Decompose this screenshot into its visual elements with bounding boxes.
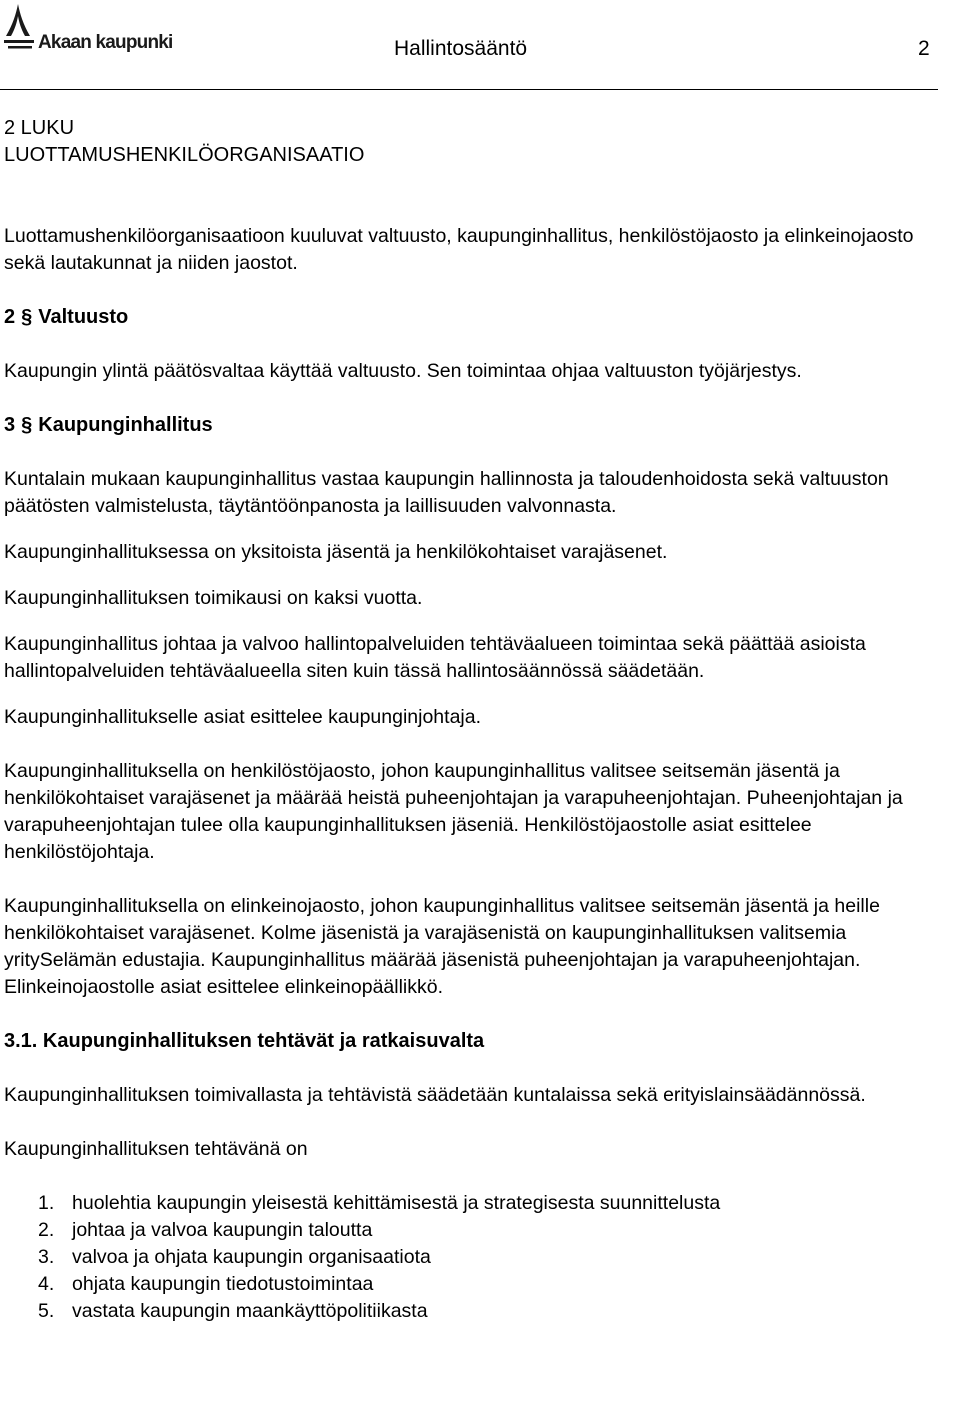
document-title: Hallintosääntö [394, 37, 528, 60]
chapter-number: 2 LUKU [4, 117, 75, 139]
list-item [4, 1190, 954, 1217]
list-item-text: huolehtia kaupungin yleisestä kehittämisestä ja strategisesta suunnittelusta [72, 1192, 721, 1214]
list-item-text: valvoa ja ohjata kaupungin organisaatiota [72, 1246, 431, 1268]
list-item-number: 3. [38, 1246, 55, 1268]
list-item [4, 1244, 954, 1271]
subsection-number: 3.1. [4, 1030, 38, 1052]
list-item-text: vastata kaupungin maankäyttöpolitiikasta [72, 1300, 428, 1322]
paragraph: Kuntalain mukaan kaupunginhallitus vastaa kaupungin hallinnosta ja taloudenhoidosta sekä valtuuston päätösten valmistelusta, täytäntöönpanosta ja laillisuuden valvonnasta. [4, 468, 889, 517]
section-title: Valtuusto [38, 306, 129, 328]
paragraph: Kaupunginhallituksella on henkilöstöjaosto, johon kaupunginhallitus valitsee seitsemän jäsentä ja henkilökohtaiset varajäsenet ja määrää heistä puheenjohtajan ja varapuheenjohtajan. Puheenjohtajan ja varapuheenjohtajan tulee olla kaupunginhallituksen jäseniä. Henkilöstöjaostolle asiat esittelee henkilöstöjohtaja. [4, 760, 903, 863]
subsection-heading [4, 1028, 954, 1055]
list-item-number: 4. [38, 1273, 55, 1295]
list-item-number: 5. [38, 1300, 55, 1322]
section-heading-valtuusto [4, 304, 954, 331]
list-item [4, 1298, 954, 1325]
section-symbol: § [21, 414, 33, 436]
list-item-text: ohjata kaupungin tiedotustoimintaa [72, 1273, 374, 1295]
subsection-text: Kaupunginhallituksen toimivallasta ja tehtävistä säädetään kuntalaissa sekä erityislainsäädännössä. [4, 1084, 866, 1106]
city-logo [4, 2, 184, 54]
header-divider [0, 89, 938, 90]
list-item-number: 1. [38, 1192, 55, 1214]
paragraph: Kaupunginhallitus johtaa ja valvoo hallintopalveluiden tehtäväalueen toimintaa sekä päättää asioista hallintopalveluiden tehtäväalueella siten kuin tässä hallintosäännössä säädetään. [4, 633, 866, 682]
paragraph: Kaupunginhallitukselle asiat esittelee kaupunginjohtaja. [4, 706, 482, 728]
section-number: 2 [4, 306, 16, 328]
section-title: Kaupunginhallitus [38, 414, 213, 436]
chapter-intro: Luottamushenkilöorganisaatioon kuuluvat valtuusto, kaupunginhallitus, henkilöstöjaosto ja elinkeinojaosto sekä lautakunnat ja niiden jaostot. [4, 225, 914, 274]
list-intro: Kaupunginhallituksen tehtävänä on [4, 1138, 308, 1160]
section-number: 3 [4, 414, 16, 436]
task-list [4, 1190, 954, 1325]
chapter-heading [4, 115, 954, 169]
page-number: 2 [918, 37, 930, 60]
subsection-title: Kaupunginhallituksen tehtävät ja ratkaisuvalta [42, 1030, 485, 1052]
list-item [4, 1217, 954, 1244]
logo-text: Akaan kaupunki [38, 32, 173, 53]
list-item-number: 2. [38, 1219, 55, 1241]
section-text: Kaupungin ylintä päätösvaltaa käyttää valtuusto. Sen toimintaa ohjaa valtuuston työjärjestys. [4, 360, 802, 382]
section-heading-kaupunginhallitus [4, 412, 954, 439]
paragraph: Kaupunginhallituksen toimikausi on kaksi vuotta. [4, 587, 423, 609]
paragraph: Kaupunginhallituksessa on yksitoista jäsentä ja henkilökohtaiset varajäsenet. [4, 541, 668, 563]
list-item-text: johtaa ja valvoa kaupungin taloutta [72, 1219, 373, 1241]
page-header [0, 0, 960, 92]
document-body [4, 115, 954, 1325]
list-item [4, 1271, 954, 1298]
chapter-title: LUOTTAMUSHENKILÖORGANISAATIO [4, 144, 365, 166]
section-symbol: § [21, 306, 33, 328]
paragraph: Kaupunginhallituksella on elinkeinojaosto, johon kaupunginhallitus valitsee seitsemän jäsentä ja heille henkilökohtaiset varajäsenet. Kolme jäsenistä ja varajäsenistä on kaupunginhallituksen valitsemia yritySelämän edustajia. Kaupunginhallitus määrää jäsenistä puheenjohtajan ja varapuheenjohtajan. Elinkeinojaostolle asiat esittelee elinkeinopäällikkö. [4, 895, 880, 998]
